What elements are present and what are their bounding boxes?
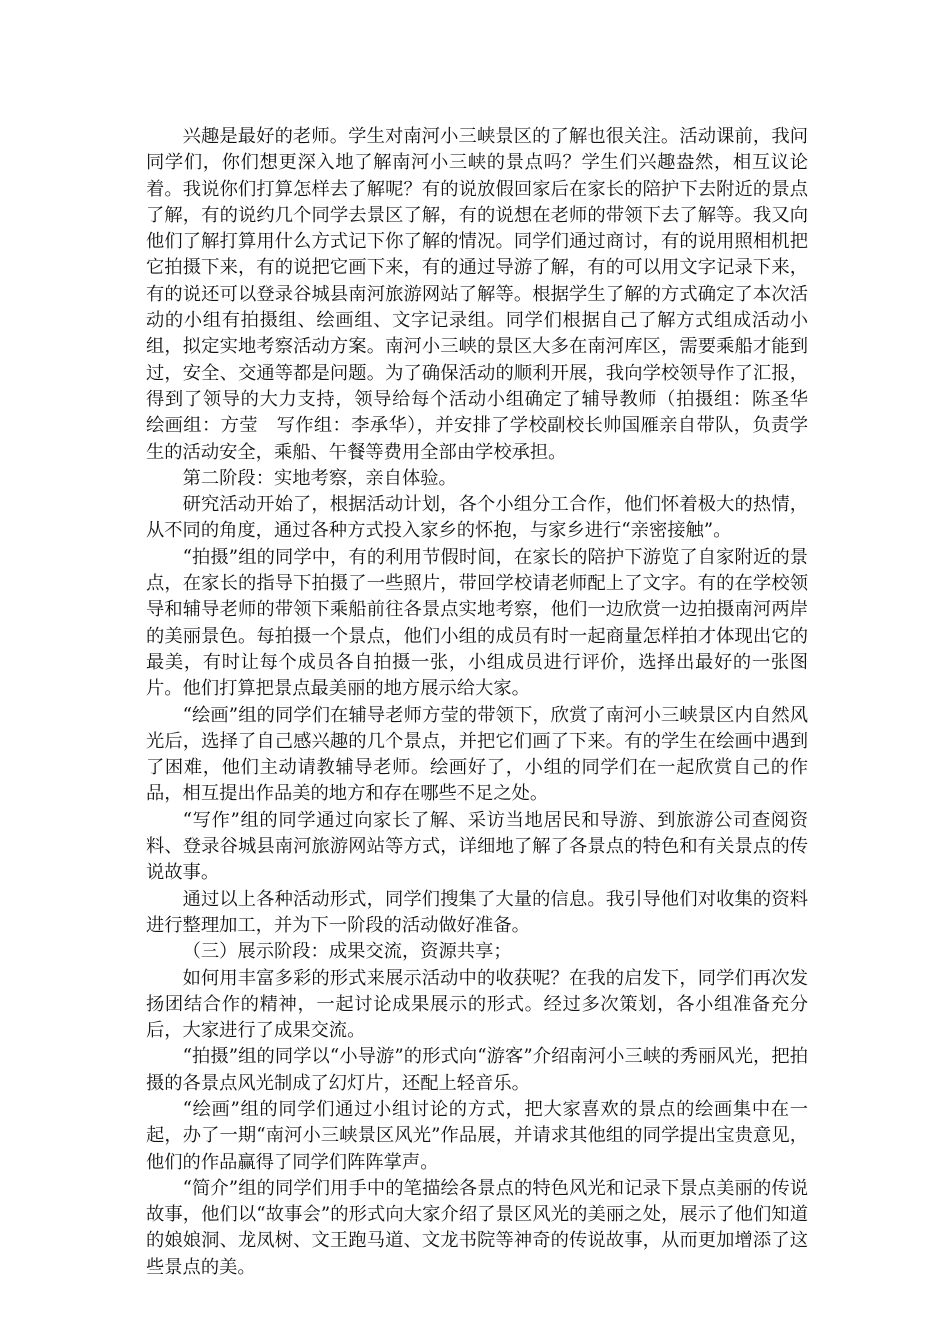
paragraph-research-start: 研究活动开始了，根据活动计划，各个小组分工合作，他们怀着极大的热情，从不同的角度，通过各种方式投入家乡的怀抱，与家乡进行“亲密接触”。 — [146, 494, 808, 542]
paragraph-painting-group: “绘画”组的同学们在辅导老师方莹的带领下，欣赏了南河小三峡景区内自然风光后，选择了自己感兴趣的几个景点，并把它们画了下来。有的学生在绘画中遇到了困难，他们主动请教辅导老师。绘画好了，小组的同学们在一起欣赏自己的作品，相互提出作品美的地方和存在哪些不足之处。 — [146, 704, 808, 805]
paragraph-intro-showcase: “简介”组的同学们用手中的笔描绘各景点的特色风光和记录下景点美丽的传说故事，他们以“故事会”的形式向大家介绍了景区风光的美丽之处，展示了他们知道的娘娘洞、龙凤树、文王跑马道、文龙书院等神奇的传说故事，从而更加增添了这些景点的美。 — [146, 1177, 808, 1278]
paragraph-interest-intro: 兴趣是最好的老师。学生对南河小三峡景区的了解也很关注。活动课前，我问同学们，你们想更深入地了解南河小三峡的景点吗？学生们兴趣盎然，相互议论着。我说你们打算怎样去了解呢？有的说放假回家后在家长的陪护下去附近的景点了解，有的说约几个同学去景区了解，有的说想在老师的带领下去了解等。我又向他们了解打算用什么方式记下你了解的情况。同学们通过商讨，有的说用照相机把它拍摄下来，有的说把它画下来，有的通过导游了解，有的可以用文字记录下来，有的说还可以登录谷城县南河旅游网站了解等。根据学生了解的方式确定了本次活动的小组有拍摄组、绘画组、文字记录组。同学们根据自己了解方式组成活动小组，拟定实地考察活动方案。南河小三峡的景区大多在南河库区，需要乘船才能到过，安全、交通等都是问题。为了确保活动的顺利开展，我向学校领导作了汇报，得到了领导的大力支持，领导给每个活动小组确定了辅导教师（拍摄组：陈圣华 绘画组：方莹 写作组：李承华），并安排了学校副校长帅国雁亲自带队，负责学生的活动安全，乘船、午餐等费用全部由学校承担。 — [146, 126, 827, 463]
paragraph-photo-showcase: “拍摄”组的同学以“小导游”的形式向“游客”介绍南河小三峡的秀丽风光，把拍摄的各景点风光制成了幻灯片，还配上轻音乐。 — [146, 1046, 808, 1094]
paragraph-showcase-intro: 如何用丰富多彩的形式来展示活动中的收获呢？在我的启发下，同学们再次发扬团结合作的精神，一起讨论成果展示的形式。经过多次策划，各小组准备充分后，大家进行了成果交流。 — [146, 967, 808, 1042]
paragraph-painting-showcase: “绘画”组的同学们通过小组讨论的方式，把大家喜欢的景点的绘画集中在一起，办了一期“南河小三峡景区风光”作品展，并请求其他组的同学提出宝贵意见，他们的作品赢得了同学们阵阵掌声。 — [146, 1098, 808, 1173]
paragraph-stage-three-heading: （三）展示阶段：成果交流，资源共享； — [182, 941, 512, 963]
document-body — [146, 124, 827, 1281]
paragraph-writing-group: “写作”组的同学通过向家长了解、采访当地居民和导游、到旅游公司查阅资料、登录谷城县南河旅游网站等方式，详细地了解了各景点的特色和有关景点的传说故事。 — [146, 809, 808, 884]
paragraph-stage-two-heading: 第二阶段：实地考察，亲自体验。 — [182, 467, 457, 489]
paragraph-photo-group: “拍摄”组的同学中，有的利用节假时间，在家长的陪护下游览了自家附近的景点，在家长的指导下拍摄了一些照片，带回学校请老师配上了文字。有的在学校领导和辅导老师的带领下乘船前往各景点实地考察，他们一边欣赏一边拍摄南河两岸的美丽景色。每拍摄一个景点，他们小组的成员有时一起商量怎样拍才体现出它的最美，有时让每个成员各自拍摄一张，小组成员进行评价，选择出最好的一张图片。他们打算把景点最美丽的地方展示给大家。 — [146, 546, 808, 700]
paragraph-info-collection: 通过以上各种活动形式，同学们搜集了大量的信息。我引导他们对收集的资料进行整理加工，并为下一阶段的活动做好准备。 — [146, 888, 808, 936]
